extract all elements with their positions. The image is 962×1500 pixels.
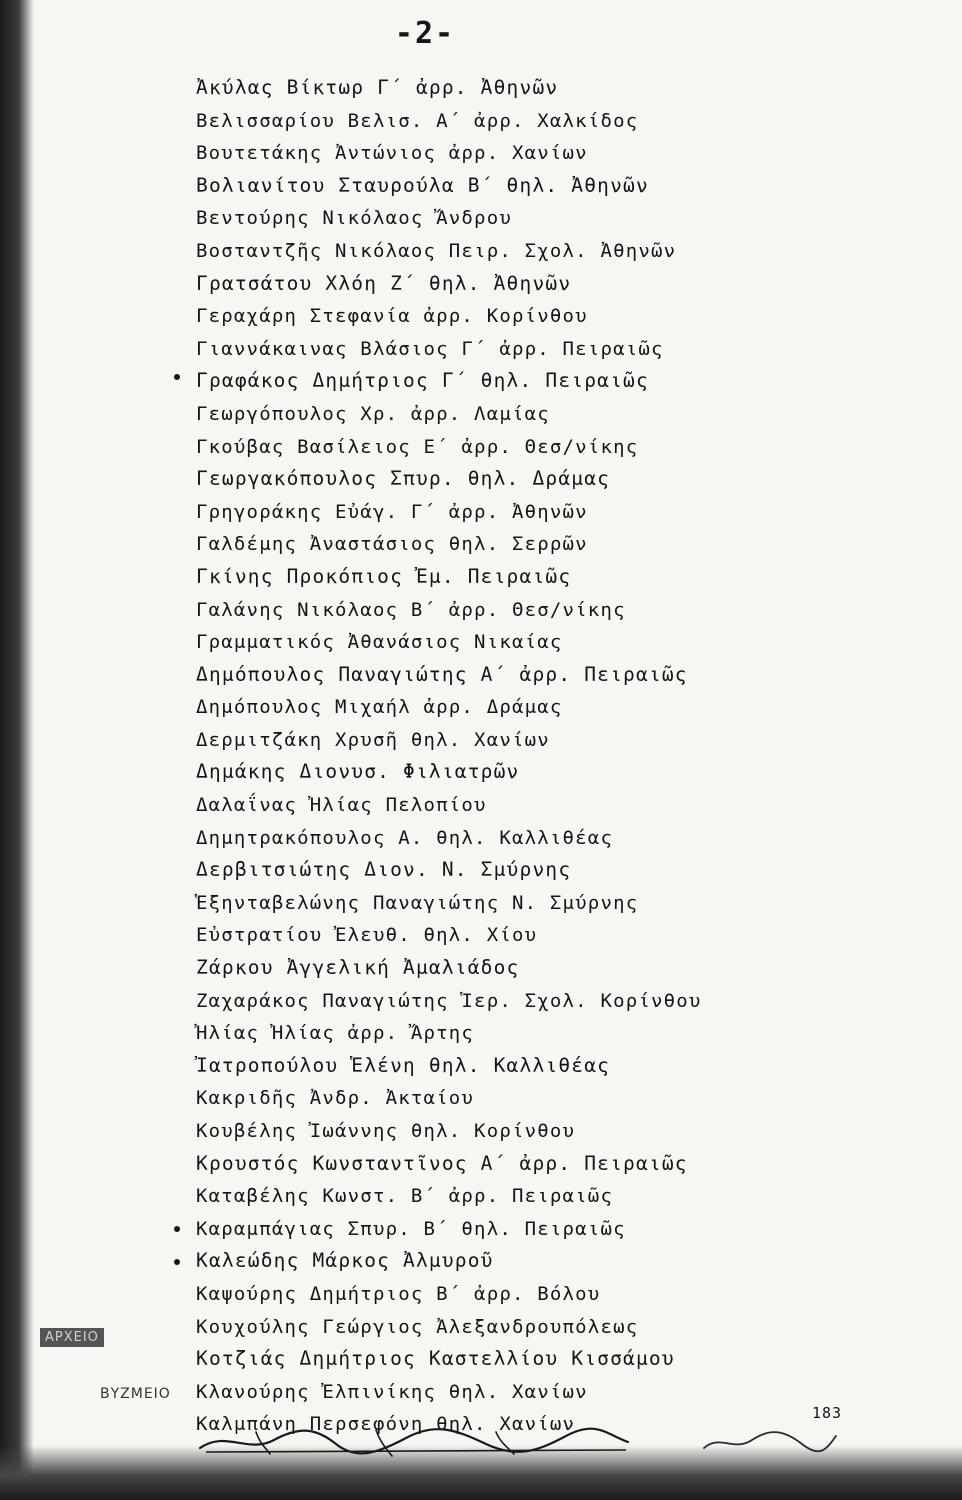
scan-shadow-left [0,0,34,1500]
list-item [196,365,702,398]
entry-text: Δαλαΐνας Ἠλίας Πελοπίου [196,794,487,817]
entry-text: Κοτζιάς Δημήτριος Καστελλίου Κισσάμου [196,1347,675,1371]
entry-text: Καλεώδης Μάρκος Ἀλμυροῦ [196,1249,494,1273]
entry-text: Βεντούρης Νικόλαος Ἄνδρου [196,207,512,230]
entry-text: Ζάρκου Ἀγγελική Ἀμαλιάδος [196,956,520,980]
list-item [196,528,702,561]
entry-text: Ἀκύλας Βίκτωρ Γ΄ ἀρρ. Ἀθηνῶν [196,76,559,99]
list-item [196,1245,702,1278]
bullet-mark [174,374,180,380]
list-item [196,1180,702,1213]
entry-text: Κουβέλης Ἰωάννης θηλ. Κορίνθου [196,1120,576,1142]
entry-text: Δερβιτσιώτης Διον. Ν. Σμύρνης [196,858,572,882]
entry-text: Γκούβας Βασίλειος Ε΄ ἀρρ. Θεσ/νίκης [196,435,639,458]
list-item [196,1376,702,1409]
entry-text: Ἠλίας Ἠλίας ἀρρ. Ἄρτης [196,1022,475,1045]
entry-text: Γεραχάρη Στεφανία ἀρρ. Κορίνθου [196,305,588,328]
entry-text: Καταβέλης Κωνστ. Β΄ ἀρρ. Πειραιῶς [196,1185,614,1208]
list-item [196,268,702,301]
list-item [196,1278,702,1311]
list-item [196,887,702,920]
entry-text: Γεωργόπουλος Χρ. ἀρρ. Λαμίας [196,402,550,425]
list-item [196,137,702,170]
archive-stamp: ΑΡΧΕΙΟ [40,1328,104,1347]
list-item [196,626,702,659]
entry-text: Δημητρακόπουλος Α. θηλ. Καλλιθέας [196,826,614,849]
list-item [196,1148,702,1181]
margin-label: ΒΥΖΜΕΙΟ [100,1386,171,1402]
list-item [196,594,702,627]
entry-text: Γρηγοράκης Εὐάγ. Γ΄ ἀρρ. Ἀθηνῶν [196,500,588,523]
entry-text: Γεωργακόπουλος Σπυρ. θηλ. Δράμας [196,467,611,491]
list-item [196,854,702,887]
list-item [196,919,702,952]
entry-text: Κλανούρης Ἐλπινίκης θηλ. Χανίων [196,1380,588,1403]
list-item [196,496,702,529]
list-item [196,1017,702,1050]
entry-text: Εὐστρατίου Ἐλευθ. θηλ. Χίου [196,924,538,947]
list-item [196,235,702,268]
entry-text: Καλμπάνη Περσεφόνη θηλ. Χανίων [196,1413,576,1436]
entry-text: Ἑξηνταβελώνης Παναγιώτης Ν. Σμύρνης [196,891,639,914]
entry-text: Βελισσαρίου Βελισ. Α΄ ἀρρ. Χαλκίδος [196,109,639,132]
entry-text: Γαλάνης Νικόλαος Β΄ ἀρρ. Θεσ/νίκης [196,598,626,621]
list-item [196,1050,702,1083]
entry-text: Βοσταντζῆς Νικόλαος Πειρ. Σχολ. Ἀθηνῶν [196,239,677,262]
name-list [196,72,702,1441]
list-item [196,561,702,594]
entry-text: Γαλδέμης Ἀναστάσιος θηλ. Σερρῶν [196,533,588,556]
list-item [196,724,702,757]
bullet-mark [174,1259,180,1265]
folio-number: 183 [812,1404,843,1422]
entry-text: Δημάκης Διονυσ. Φιλιατρῶν [196,760,520,784]
list-item [196,952,702,985]
list-item [196,1311,702,1344]
list-item [196,333,702,366]
entry-text: Γκίνης Προκόπιος Ἐμ. Πειραιῶς [196,564,572,588]
list-item [196,105,702,138]
list-item [196,300,702,333]
entry-text: Κουχούλης Γεώργιος Ἀλεξανδρουπόλεως [196,1315,639,1338]
entry-text: Δημόπουλος Μιχαήλ ἀρρ. Δράμας [196,696,563,719]
entry-text: Κρουστός Κωνσταντῖνος Α΄ ἀρρ. Πειραιῶς [196,1151,688,1175]
entry-text: Δημόπουλος Παναγιώτης Α΄ ἀρρ. Πειραιῶς [196,662,688,686]
handwritten-signature [196,1424,636,1460]
entry-text: Γιαννάκαινας Βλάσιος Γ΄ ἀρρ. Πειραιῶς [196,337,664,360]
entry-text: Γραφάκος Δημήτριος Γ΄ θηλ. Πειραιῶς [196,369,649,393]
list-item [196,1115,702,1148]
list-item [196,822,702,855]
list-item [196,691,702,724]
bullet-mark [174,1226,180,1232]
list-item [196,72,702,105]
page-number: -2- [394,16,456,51]
list-item [196,1082,702,1115]
list-item [196,463,702,496]
list-item [196,202,702,235]
list-item [196,659,702,692]
entry-text: Ζαχαράκος Παναγιώτης Ἱερ. Σχολ. Κορίνθου [196,989,702,1012]
list-item [196,789,702,822]
list-item [196,1213,702,1246]
entry-text: Δερμιτζάκη Χρυσῆ θηλ. Χανίων [196,728,550,751]
list-item [196,398,702,431]
entry-text: Κακριδῆς Ἀνδρ. Ἀκταίου [196,1087,475,1110]
entry-text: Καραμπάγιας Σπυρ. Β΄ θηλ. Πειραιῶς [196,1217,626,1240]
initials-scribble [700,1426,840,1456]
entry-text: Γραμματικός Ἀθανάσιος Νικαίας [196,631,563,654]
entry-text: Καψούρης Δημήτριος Β΄ ἀρρ. Βόλου [196,1282,601,1305]
entry-text: Βολιανίτου Σταυρούλα Β΄ θηλ. Ἀθηνῶν [196,173,649,197]
list-item [196,1343,702,1376]
entry-text: Γρατσάτου Χλόη Ζ΄ θηλ. Ἀθηνῶν [196,271,572,295]
entry-text: Ἰατροπούλου Ἑλένη θηλ. Καλλιθέας [196,1053,611,1077]
list-item [196,431,702,464]
list-item [196,170,702,203]
list-item [196,985,702,1018]
entry-text: Βουτετάκης Ἀντώνιος ἀρρ. Χανίων [196,142,588,165]
list-item [196,756,702,789]
